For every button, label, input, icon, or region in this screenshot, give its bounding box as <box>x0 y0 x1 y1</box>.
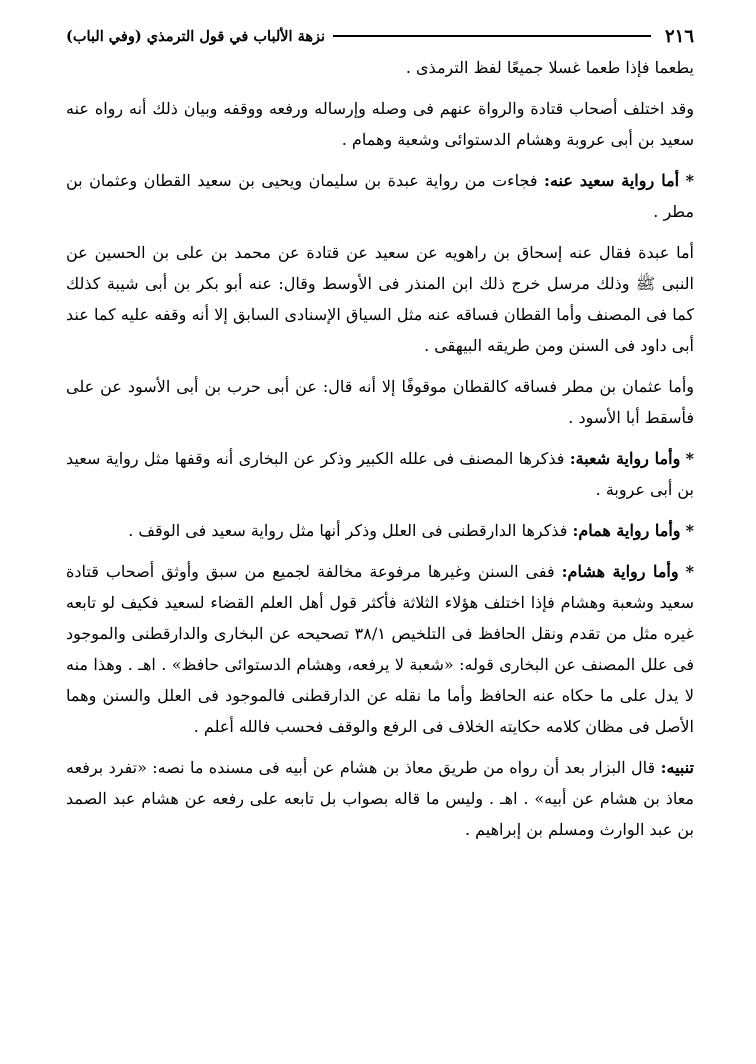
asterisk-marker: * <box>685 171 694 190</box>
paragraph-5 <box>66 371 694 433</box>
paragraph-text: فذكرها المصنف فى علله الكبير وذكر عن البخارى أنه وقفها مثل رواية سعيد بن أبى عروبة . <box>66 449 694 499</box>
paragraph-9 <box>66 752 694 845</box>
running-title: نزهة الألباب في قول الترمذي (وفي الباب) <box>66 27 326 45</box>
book-page <box>66 20 694 845</box>
header-rule <box>333 35 651 37</box>
paragraph-text: وأما عثمان بن مطر فساقه كالقطان موقوفًا إلا أنه قال: عن أبى حرب بن أبى الأسود عن على فأسقط أبا الأسود . <box>66 377 694 427</box>
paragraph-text: قال البزار بعد أن رواه من طريق معاذ بن هشام عن أبيه فى مسنده ما نصه: «تفرد برفعه معاذ بن هشام عن أبيه» . اهـ . وليس ما قاله بصواب بل تابعه على رفعه عن هشام عبد الصمد بن عبد الوارث ومسلم بن إبراهيم . <box>66 758 694 839</box>
paragraph-1 <box>66 52 694 83</box>
paragraph-text: ففى السنن وغيرها مرفوعة مخالفة لجميع من سبق وأوثق أصحاب قتادة سعيد وشعبة وهشام فإذا اختلف هؤلاء الثلاثة فأكثر قول أهل العلم القضاء لسعيد فكيف لو تابعه غيره مثل من تقدم ونقل الحافظ فى التلخيص ٣٨/١ تصحيحه عن البخارى والدارقطنى والموجود فى علل المصنف عن البخارى قوله: «شعبة لا يرفعه، وهشام الدستوائى حافظ» . اهـ . وهذا منه لا يدل على ما حكاه عنه الحافظ وأما ما نقله عن الدارقطنى فالموجود فى العلل والسنن وهما الأصل فى مظان كلامه حكايته الخلاف فى الرفع والوقف فحسب فالله أعلم . <box>66 562 694 736</box>
paragraph-2 <box>66 93 694 155</box>
paragraph-6 <box>66 443 694 505</box>
paragraph-text: يطعما فإذا طعما غسلا جميعًا لفظ الترمذى . <box>405 58 694 77</box>
paragraph-4 <box>66 237 694 361</box>
note-lead: تنبيه: <box>660 758 694 777</box>
asterisk-marker: * <box>685 449 695 468</box>
asterisk-marker: * <box>685 562 694 581</box>
section-lead: أما رواية سعيد عنه: <box>544 171 680 190</box>
paragraph-8 <box>66 556 694 742</box>
section-lead: وأما رواية هشام: <box>561 562 679 581</box>
paragraph-text: أما عبدة فقال عنه إسحاق بن راهويه عن سعيد عن قتادة عن محمد بن على بن الحسين عن النبى ﷺ وذلك مرسل خرج ذلك ابن المنذر فى الأوسط وقال: عنه أبو بكر بن أبى شيبة كذلك كما فى المصنف وأما القطان فساقه عنه مثل السياق الإسنادى السابق إلا أنه وقفه عليه كما عند أبى داود فى السنن ومن طريقه البيهقى . <box>66 243 695 355</box>
paragraph-text: فجاءت من رواية عبدة بن سليمان ويحيى بن سعيد القطان وعثمان بن مطر . <box>66 171 694 221</box>
page-number: ٢١٦ <box>664 25 694 47</box>
paragraph-7 <box>66 515 694 546</box>
paragraph-text: وقد اختلف أصحاب قتادة والرواة عنهم فى وصله وإرساله ورفعه ووقفه وبيان ذلك أنه رواه عنه سعيد بن أبى عروبة وهشام الدستوائى وشعبة وهمام . <box>66 99 695 149</box>
section-lead: وأما رواية همام: <box>572 521 681 540</box>
paragraph-3 <box>66 165 694 227</box>
asterisk-marker: * <box>685 521 694 540</box>
page-header <box>66 20 694 52</box>
section-lead: وأما رواية شعبة: <box>569 449 681 468</box>
paragraph-text: فذكرها الدارقطنى فى العلل وذكر أنها مثل رواية سعيد فى الوقف . <box>128 521 568 540</box>
